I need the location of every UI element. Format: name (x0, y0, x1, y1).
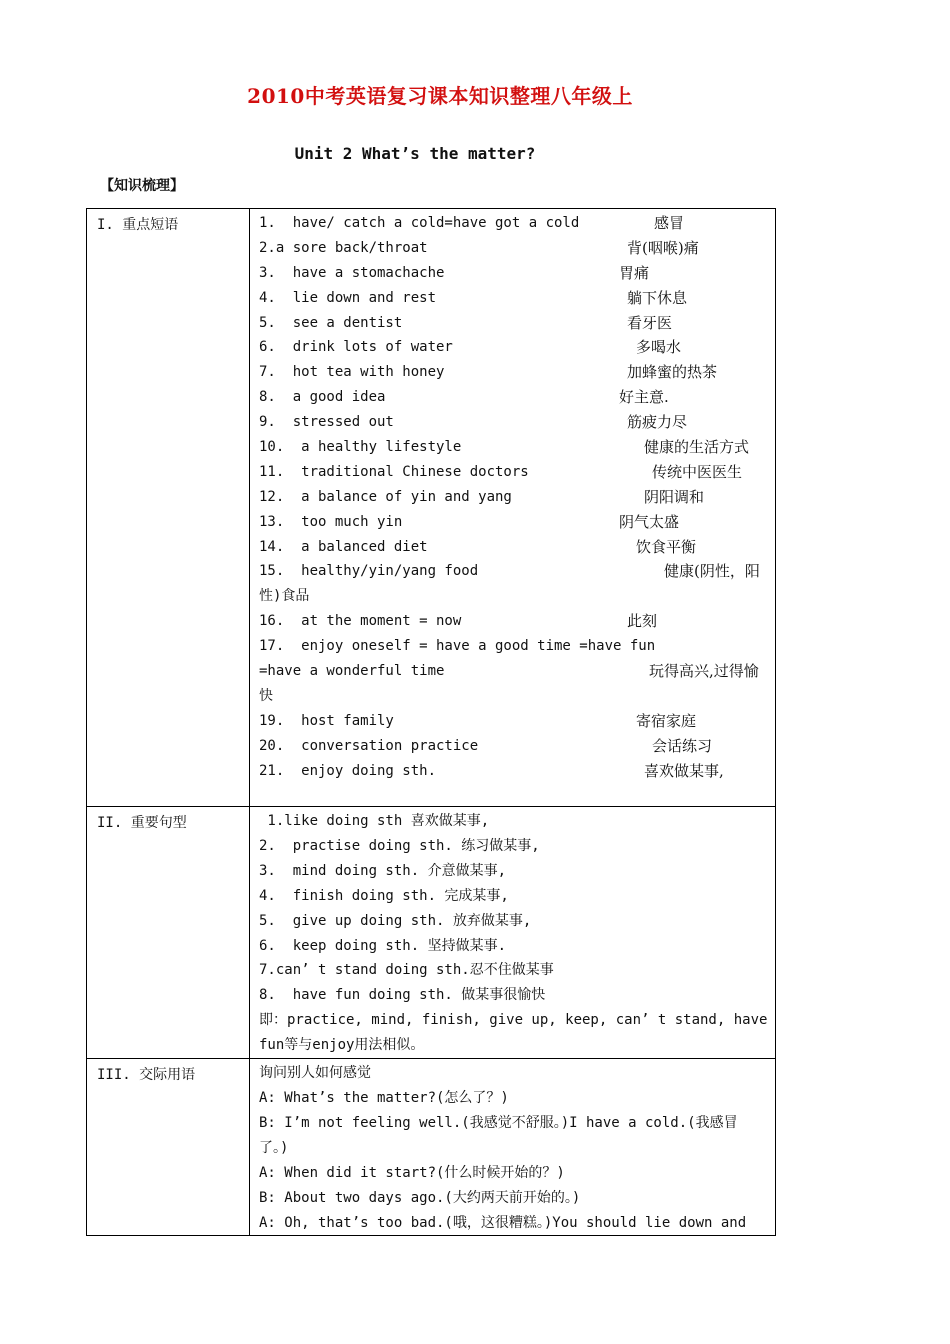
phrase-line (259, 485, 767, 510)
table-row-sentences (87, 807, 776, 1059)
phrase-english: 快 (259, 687, 273, 704)
phrase-chinese: 好主意. (619, 388, 669, 407)
phrase-chinese: 躺下休息 (627, 288, 688, 307)
dialogue-line: B: About two days ago.(大约两天前开始的。) (259, 1189, 581, 1206)
dialogue-line: 了。) (259, 1139, 289, 1156)
phrase-chinese: 玩得高兴,过得愉 (649, 662, 759, 681)
dialogue-line: A: Oh, that’s too bad.(哦，这很糟糕。)You should lie down and (259, 1214, 747, 1231)
phrase-chinese: 饮食平衡 (636, 537, 697, 556)
sentence-pattern-line: 即：practice, mind, finish, give up, keep, can’ t stand, have (259, 1012, 768, 1029)
phrase-line (259, 709, 767, 734)
phrase-chinese: 传统中医医生 (652, 462, 743, 481)
row-label-dialogue (87, 1059, 250, 1236)
phrase-english: 3. have a stomachache (259, 264, 445, 281)
phrase-english: 14. a balanced diet (259, 538, 428, 555)
phrase-line (259, 410, 767, 435)
dialogue-line: 询问别人如何感觉 (259, 1065, 371, 1082)
phrase-chinese: 阴阳调和 (644, 487, 705, 506)
phrase-english: 5. see a dentist (259, 314, 403, 331)
dialogue-line: B: I’m not feeling well.(我感觉不舒服。)I have a cold.(我感冒 (259, 1114, 738, 1131)
phrase-line (259, 535, 767, 560)
sentence-pattern-line: 7.can’ t stand doing sth.忍不住做某事 (259, 962, 554, 979)
phrase-english: 1. have/ catch a cold=have got a cold (259, 215, 580, 231)
sentence-pattern-line: fun等与enjoy用法相似。 (259, 1037, 425, 1054)
sentence-pattern-line: 1.like doing sth 喜欢做某事, (259, 813, 490, 829)
phrase-line (259, 460, 767, 485)
sentence-pattern-line: 4. finish doing sth. 完成某事, (259, 887, 509, 904)
phrase-chinese: 多喝水 (636, 338, 682, 357)
document-title: 2010中考英语复习课本知识整理八年级上 (247, 84, 633, 108)
sentence-pattern-line: 3. mind doing sth. 介意做某事, (259, 862, 507, 879)
phrase-english: 8. a good idea (259, 389, 386, 406)
phrase-chinese: 此刻 (627, 612, 658, 631)
phrase-chinese: 胃痛 (619, 263, 650, 282)
section-tag: 【知识梳理】 (100, 178, 184, 194)
row-label-text: III. 交际用语 (97, 1067, 196, 1084)
phrase-english: 6. drink lots of water (259, 339, 453, 356)
phrase-line (259, 510, 767, 535)
phrase-line (259, 759, 767, 784)
phrase-chinese: 健康的生活方式 (644, 438, 750, 457)
phrase-line (259, 559, 767, 584)
phrase-line (259, 634, 767, 659)
phrase-line (259, 236, 767, 261)
phrase-line (259, 211, 767, 236)
row-label-sentences (87, 807, 250, 1059)
knowledge-table (86, 208, 776, 1236)
phrase-line (259, 286, 767, 311)
dialogue-cell (250, 1059, 776, 1236)
sentence-pattern-line: 6. keep doing sth. 坚持做某事. (259, 937, 507, 954)
phrase-line (259, 360, 767, 385)
row-label-text: I. 重点短语 (97, 217, 179, 233)
phrase-chinese: 会话练习 (652, 736, 713, 755)
phrase-chinese: 感冒 (654, 214, 685, 232)
phrase-line (259, 435, 767, 460)
phrase-chinese: 健康(阴性，阳 (664, 562, 760, 581)
phrase-english: 10. a healthy lifestyle (259, 439, 462, 456)
phrase-english: 4. lie down and rest (259, 289, 437, 306)
phrase-english: 20. conversation practice (259, 737, 479, 754)
phrase-line (259, 684, 767, 709)
phrase-chinese: 寄宿家庭 (636, 711, 697, 730)
phrase-english: 12. a balance of yin and yang (259, 488, 512, 505)
phrase-chinese: 喜欢做某事, (644, 761, 724, 780)
phrase-line (259, 584, 767, 609)
phrase-english: 性)食品 (259, 588, 310, 605)
sentence-pattern-line: 5. give up doing sth. 放弃做某事, (259, 912, 532, 929)
row-label-phrases (87, 209, 250, 807)
sentence-pattern-line: 8. have fun doing sth. 做某事很愉快 (259, 987, 546, 1004)
sentences-cell (250, 807, 776, 1059)
phrase-english: 9. stressed out (259, 414, 394, 431)
phrase-english: 7. hot tea with honey (259, 364, 445, 381)
phrase-english: 11. traditional Chinese doctors (259, 463, 529, 480)
unit-title: Unit 2 What’s the matter? (294, 144, 536, 163)
table-row-dialogue (87, 1059, 776, 1236)
phrase-english: 21. enjoy doing sth. (259, 762, 437, 779)
phrase-line (259, 335, 767, 360)
phrase-english: =have a wonderful time (259, 663, 445, 680)
phrase-line (259, 385, 767, 410)
phrase-line (259, 734, 767, 759)
dialogue-line: A: When did it start?(什么时候开始的？) (259, 1164, 565, 1181)
phrase-chinese: 阴气太盛 (619, 512, 680, 531)
phrase-chinese: 筋疲力尽 (627, 413, 688, 432)
phrase-line (259, 659, 767, 684)
phrase-line (259, 311, 767, 336)
phrase-chinese: 看牙医 (627, 313, 673, 332)
phrase-line (259, 261, 767, 286)
phrase-english: 17. enjoy oneself = have a good time =have fun (259, 638, 656, 655)
phrase-chinese: 背(咽喉)痛 (627, 238, 699, 257)
phrase-line (259, 609, 767, 634)
phrase-english: 2.a sore back/throat (259, 239, 428, 256)
phrase-english: 15. healthy/yin/yang food (259, 563, 479, 580)
phrases-cell (250, 209, 776, 807)
phrase-english: 13. too much yin (259, 513, 403, 530)
phrase-english: 16. at the moment = now (259, 613, 462, 630)
row-label-text: II. 重要句型 (97, 815, 187, 831)
dialogue-line: A: What’s the matter?(怎么了？) (259, 1089, 509, 1106)
phrase-english: 19. host family (259, 712, 394, 729)
phrase-chinese: 加蜂蜜的热茶 (627, 363, 718, 382)
table-row-phrases (87, 209, 776, 807)
sentence-pattern-line: 2. practise doing sth. 练习做某事, (259, 837, 540, 854)
